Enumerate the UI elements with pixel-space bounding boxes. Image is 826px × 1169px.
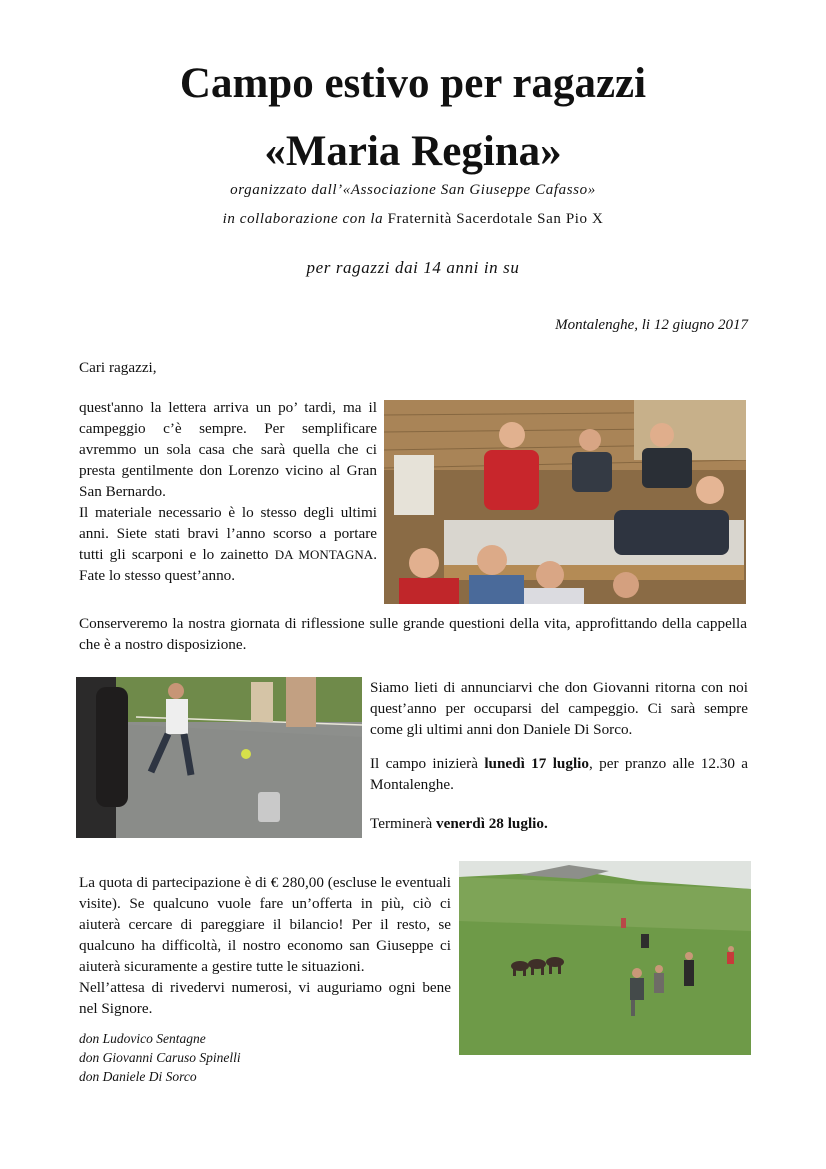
photo-outdoor-game	[76, 677, 362, 838]
signature-1: don Ludovico Sentagne	[79, 1031, 206, 1046]
paragraph-1-text3: . Fate lo stesso quest’anno.	[79, 546, 377, 584]
paragraph-4	[79, 872, 451, 1019]
signature-2: don Giovanni Caruso Spinelli	[79, 1050, 241, 1065]
signature-list	[79, 1029, 241, 1086]
salutation: Cari ragazzi,	[79, 359, 157, 376]
age-line: per ragazzi dai 14 anni in su	[306, 258, 520, 277]
paragraph-1-smallcaps: DA MONTAGNA	[274, 547, 374, 562]
photo-mountain-hike	[459, 861, 751, 1055]
collaboration-line	[0, 211, 826, 228]
collaboration-prefix: in collaborazione con la	[222, 211, 384, 227]
start-date-line	[370, 753, 748, 795]
paragraph-3: Siamo lieti di annunciarvi che don Giovanni ritorna con noi quest’anno per occuparsi del campeggio. Ci sarà sempre come gli ultimi anni don Daniele Di Sorco.	[370, 679, 748, 738]
title-line-1: Campo estivo per ragazzi	[179, 60, 647, 107]
organizer-line: organizzato dall’«Associazione San Giuseppe Cafasso»	[230, 182, 596, 198]
paragraph-2: Conserveremo la nostra giornata di riflessione sulle grande questioni della vita, approfittando della cappella che è a nostro disposizione.	[79, 615, 747, 653]
collaboration-name: Fraternità Sacerdotale San Pio X	[387, 211, 604, 227]
paragraph-1	[79, 397, 377, 586]
paragraph-1-text2: Il materiale necessario è lo stesso degli ultimi anni. Siete stati bravi l’anno scorso a portare tutti gli scarponi e lo zainetto	[79, 504, 377, 563]
start-prefix: Il campo inizierà	[370, 755, 478, 772]
title-line-2: «Maria Regina»	[264, 128, 562, 175]
start-date: lunedì 17 luglio	[484, 755, 589, 772]
photo-cabin-group	[384, 400, 746, 604]
signature-3: don Daniele Di Sorco	[79, 1069, 197, 1084]
date-line: Montalenghe, li 12 giugno 2017	[555, 317, 748, 333]
paragraph-1-text: quest'anno la lettera arriva un po’ tardi, ma il campeggio c’è sempre. Per semplificare avremmo un sola casa che sarà quella che ci presta gentilmente don Lorenzo vicino al Gran San Bernardo.	[79, 399, 377, 500]
paragraph-4-text: La quota di partecipazione è di € 280,00 (escluse le eventuali visite). Se qualcuno vuole fare un’offerta in più, ciò ci aiuterà cercare di pareggiare il bilancio! Per il resto, se qualcuno ha difficoltà, il nostro economo san Giuseppe ci aiuterà sicuramente a gestire tutte le situazioni.	[79, 874, 451, 975]
end-date: venerdì 28 luglio.	[435, 815, 548, 832]
start-suffix: , per pranzo alle 12.30 a Montalenghe.	[370, 755, 748, 793]
end-prefix: Terminerà	[370, 815, 433, 832]
end-date-line	[370, 813, 548, 834]
paragraph-4-text2: Nell’attesa di rivedervi numerosi, vi auguriamo ogni bene nel Signore.	[79, 979, 451, 1017]
